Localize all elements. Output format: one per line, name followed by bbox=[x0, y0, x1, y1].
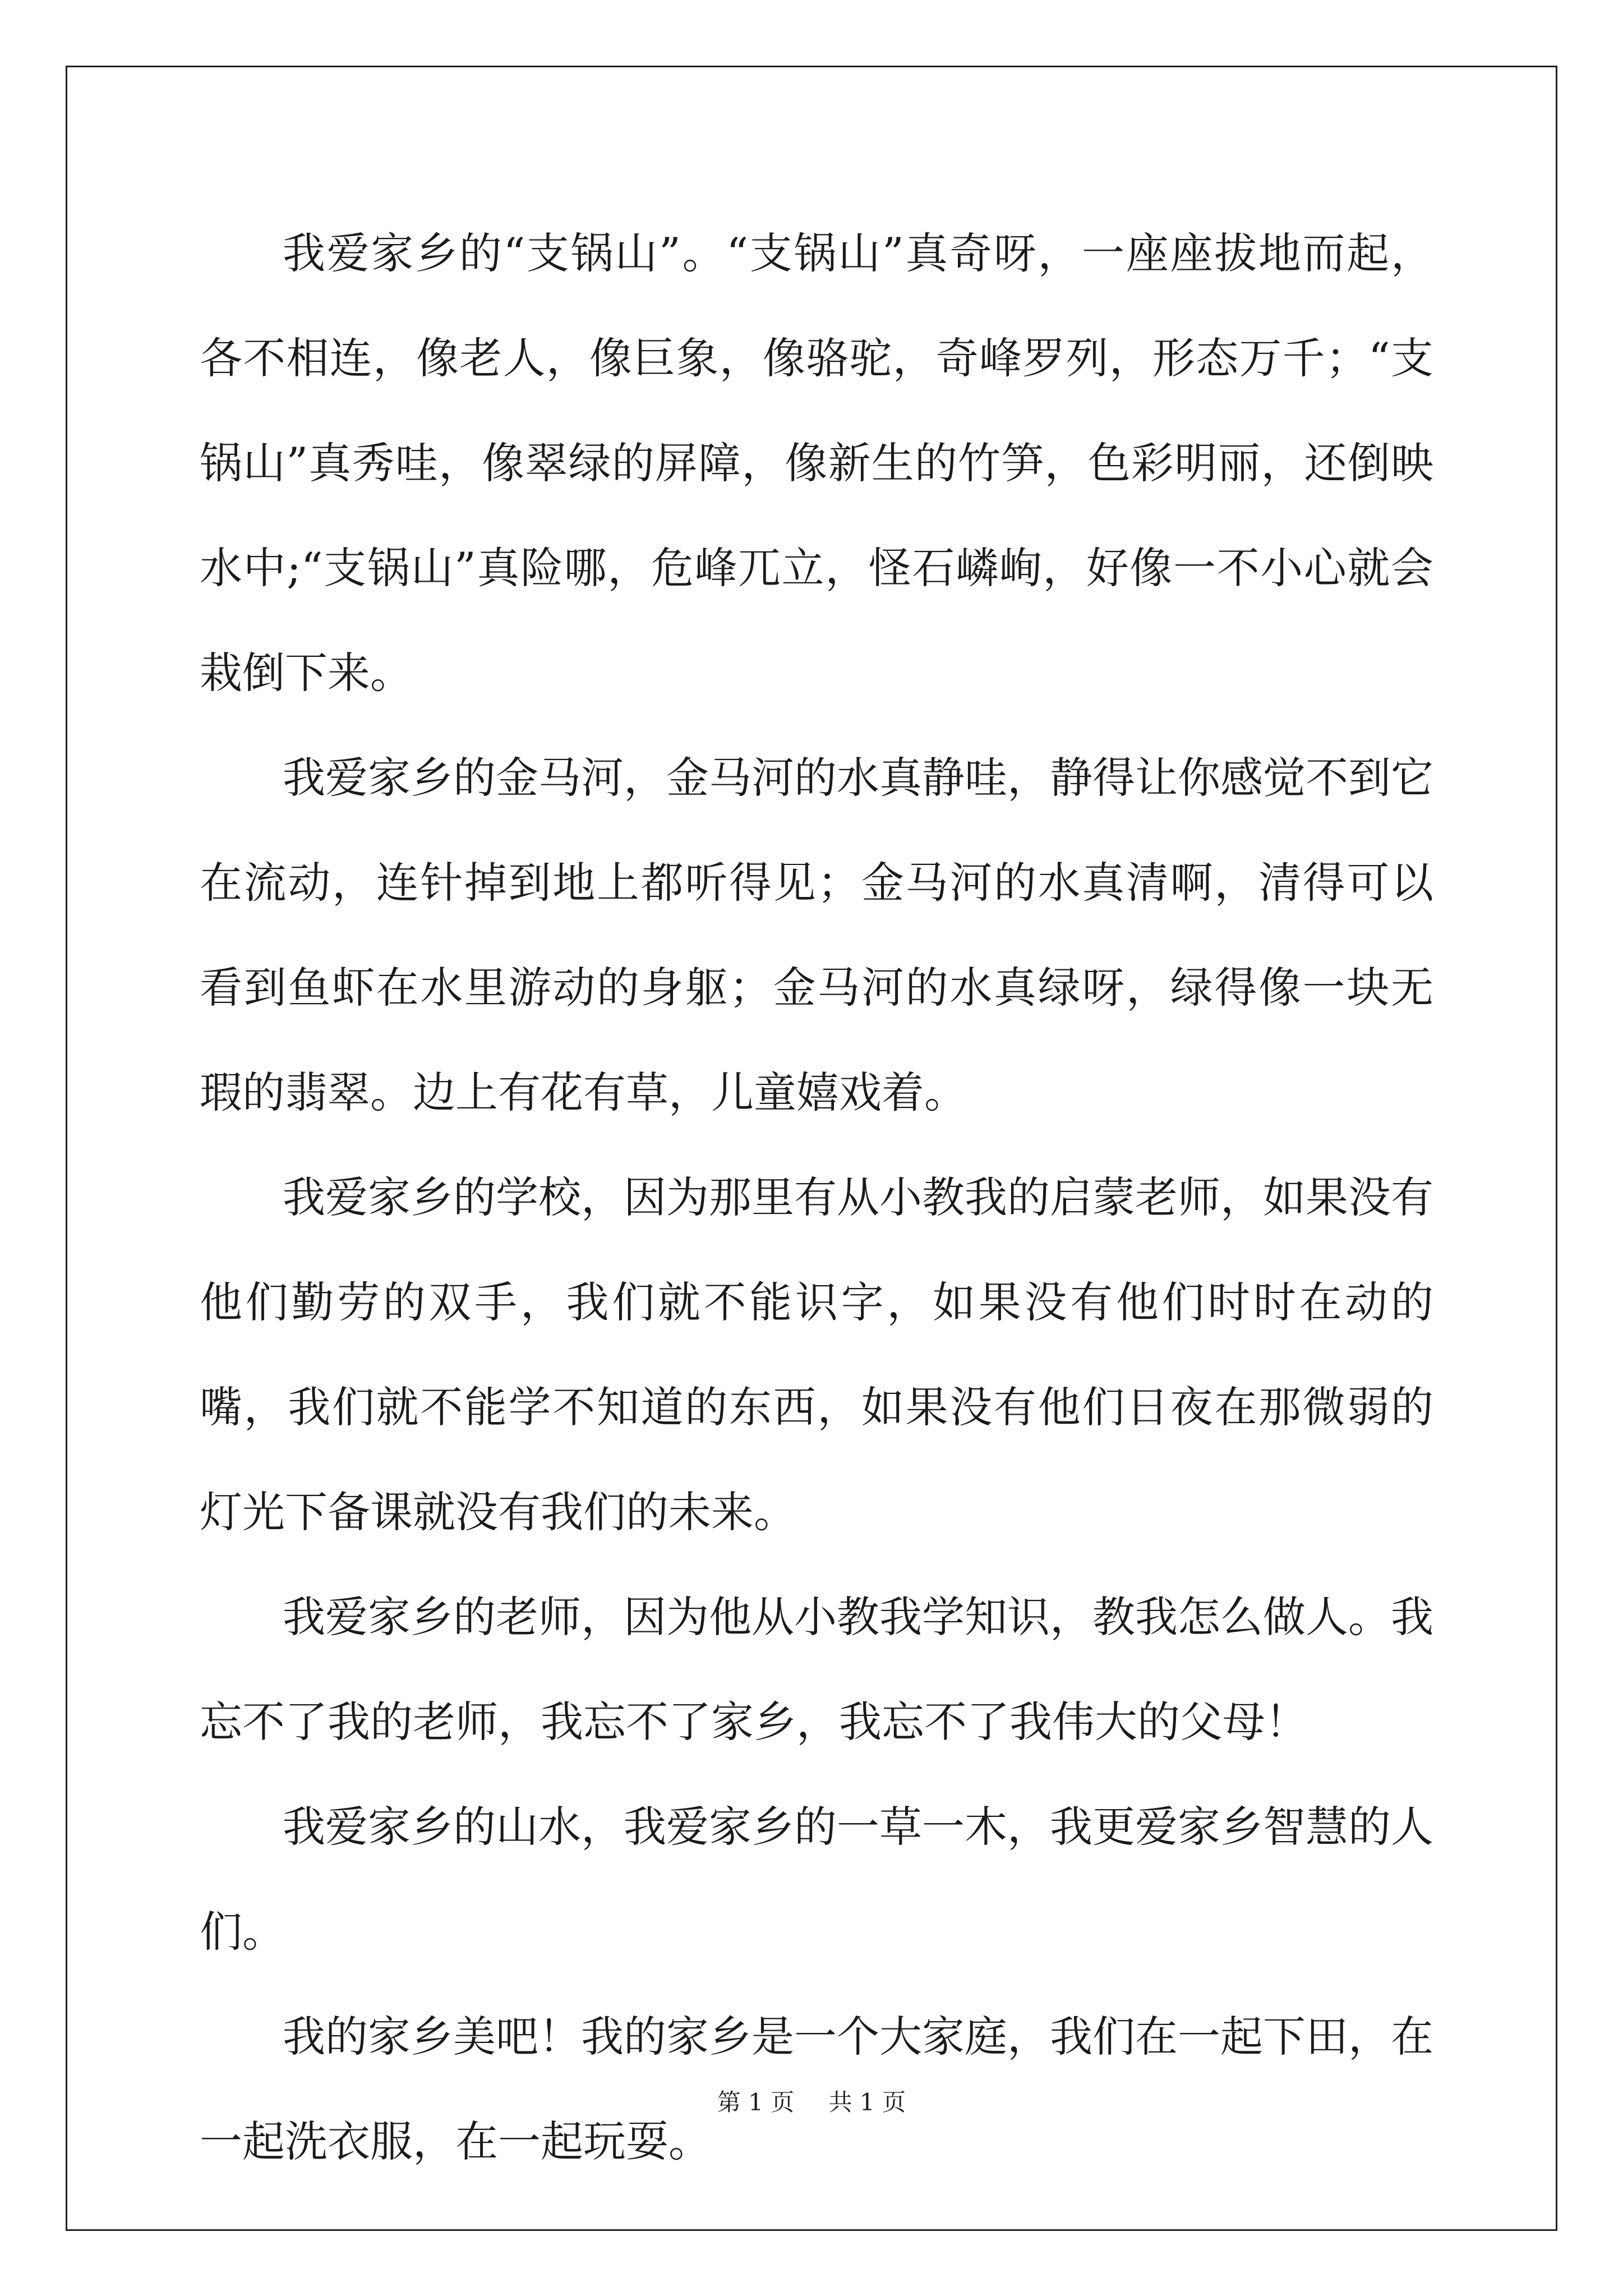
page-footer bbox=[0, 2086, 1623, 2119]
paragraph-big-family: 我的家乡美吧！我的家乡是一个大家庭，我们在一起下田，在一起洗衣服，在一起玩耍。 bbox=[200, 2012, 1433, 2166]
paragraph-jinma-river: 我爱家乡的金马河，金马河的水真静哇，静得让你感觉不到它在流动，连针掉到地上都听得见；金马河的水真清啊，清得可以看到鱼虾在水里游动的身躯；金马河的水真绿呀，绿得像一块无瑕的翡翠。边上有花有草，儿童嬉戏着。 bbox=[200, 753, 1433, 1117]
paragraph-zhiguo-mountain: 我爱家乡的“支锅山”。“支锅山”真奇呀，一座座拔地而起，各不相连，像老人，像巨象，像骆驼，奇峰罗列，形态万千；“支锅山”真秀哇，像翠绿的屏障，像新生的竹笋，色彩明丽，还倒映水中;“支锅山”真险哪，危峰兀立，怪石嶙峋，好像一不小心就会栽倒下来。 bbox=[200, 228, 1433, 698]
page-number-total: 共 1 页 bbox=[828, 2088, 906, 2116]
page-number-current: 第 1 页 bbox=[717, 2088, 795, 2116]
paragraph-landscape: 我爱家乡的山水，我爱家乡的一草一木，我更爱家乡智慧的人们。 bbox=[200, 1802, 1433, 1957]
paragraph-school: 我爱家乡的学校，因为那里有从小教我的启蒙老师，如果没有他们勤劳的双手，我们就不能识字，如果没有他们时时在动的嘴，我们就不能学不知道的东西，如果没有他们日夜在那微弱的灯光下备课就没有我们的未来。 bbox=[200, 1172, 1433, 1537]
document-body bbox=[200, 201, 1433, 2194]
paragraph-teacher: 我爱家乡的老师，因为他从小教我学知识，教我怎么做人。我忘不了我的老师，我忘不了家乡，我忘不了我伟大的父母！ bbox=[200, 1592, 1433, 1747]
